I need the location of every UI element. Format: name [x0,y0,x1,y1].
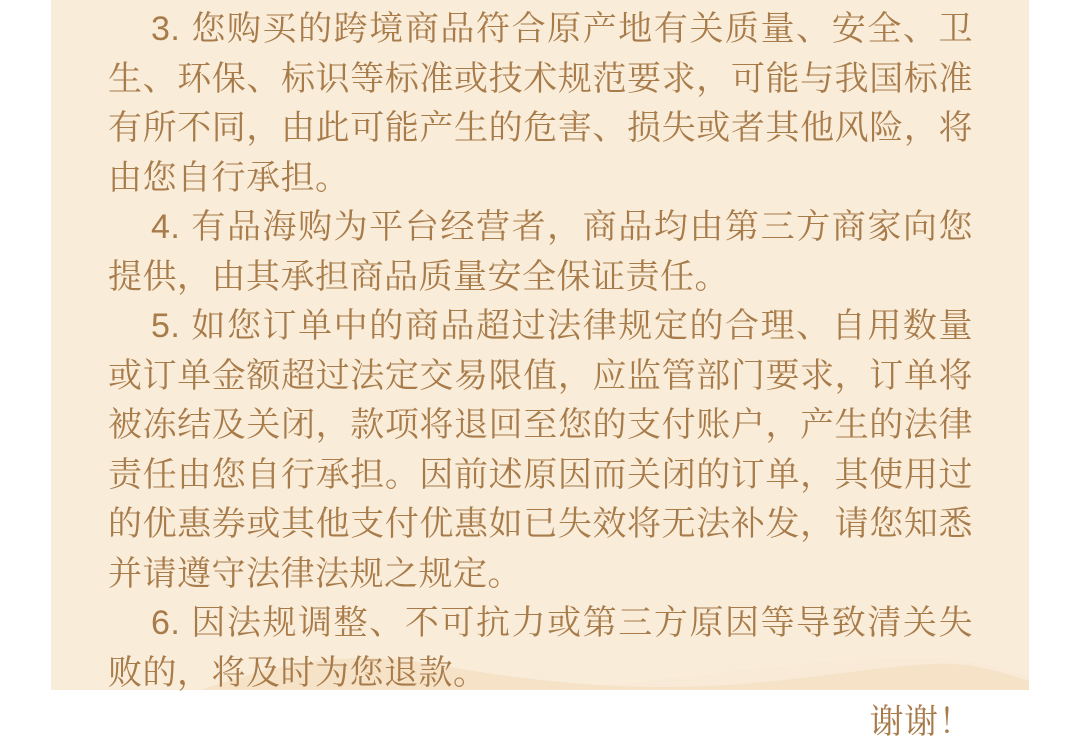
notice-paragraph-4: 4. 有品海购为平台经营者，商品均由第三方商家向您提供，由其承担商品质量安全保证责任。 [108,208,973,296]
notice-text-block [51,0,1029,748]
notice-panel [51,0,1029,741]
notice-paragraph-6: 6. 因法规调整、不可抗力或第三方原因等导致清关失败的，将及时为您退款。 [108,604,973,692]
closing-thanks-text: 谢谢！ [869,703,973,741]
notice-paragraph-3: 3. 您购买的跨境商品符合原产地有关质量、安全、卫生、环保、标识等标准或技术规范要求，可能与我国标准有所不同，由此可能产生的危害、损失或者其他风险，将由您自行承担。 [108,10,973,197]
notice-paragraph-5: 5. 如您订单中的商品超过法律规定的合理、自用数量或订单金额超过法定交易限值，应监管部门要求，订单将被冻结及关闭，款项将退回至您的支付账户，产生的法律责任由您自行承担。因前述原因而关闭的订单，其使用过的优惠券或其他支付优惠如已失效将无法补发，请您知悉并请遵守法律法规之规定。 [108,307,973,593]
